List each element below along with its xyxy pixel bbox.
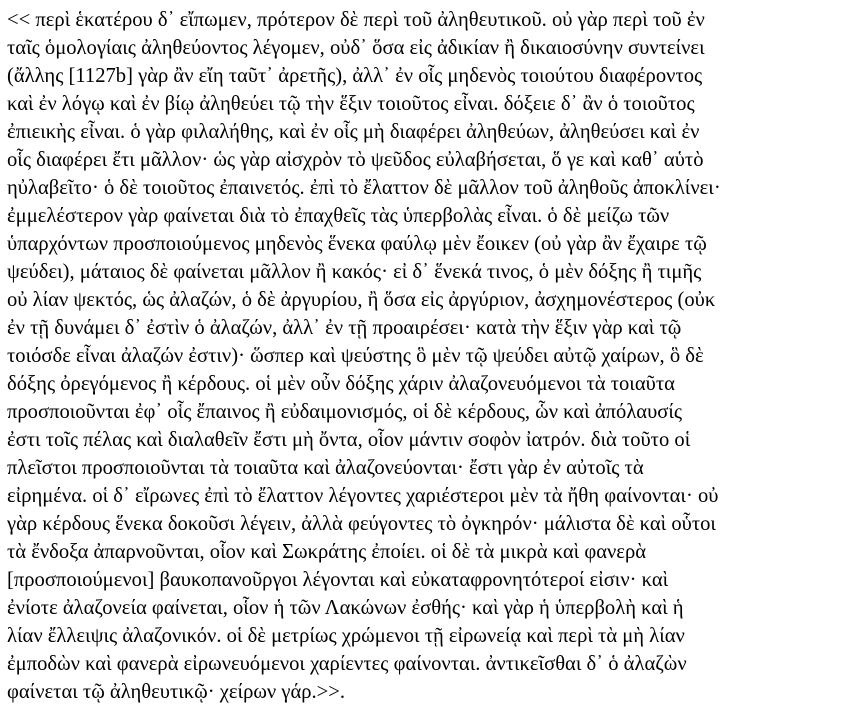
text-line-20: τὰ ἔνδοξα ἀπαρνοῦνται, οἷον καὶ Σωκράτης ἐποίει. οἱ δὲ τὰ μικρὰ καὶ φανερὰ (7, 541, 647, 563)
text-line-2: ταῖς ὁμολογίαις ἀληθεύοντος λέγομεν, οὐδ᾽ ὅσα εἰς ἀδικίαν ἢ δικαιοσύνην συντείνει (7, 37, 705, 59)
text-line-8: ἐμμελέστερον γὰρ φαίνεται διὰ τὸ ἐπαχθεῖς τὰς ὑπερβολὰς εἶναι. ὁ δὲ μείζω τῶν (7, 205, 670, 227)
text-line-23: λίαν ἔλλειψις ἀλαζονικόν. οἱ δὲ μετρίως χρώμενοι τῇ εἰρωνείᾳ καὶ περὶ τὰ μὴ λίαν (7, 625, 685, 647)
greek-text-passage (7, 6, 859, 706)
text-line-5: ἐπιεικὴς εἶναι. ὁ γὰρ φιλαλήθης, καὶ ἐν οἷς μὴ διαφέρει ἀληθεύων, ἀληθεύσει καὶ ἐν (7, 121, 700, 143)
text-line-13: τοιόσδε εἶναι ἀλαζών ἐστιν)· ὥσπερ καὶ ψεύστης ὃ μὲν τῷ ψεύδει αὐτῷ χαίρων, ὃ δὲ (7, 345, 704, 367)
text-line-1: << περὶ ἑκατέρου δ᾽ εἴπωμεν, πρότερον δὲ περὶ τοῦ ἀληθευτικοῦ. οὐ γὰρ περὶ τοῦ ἐν (7, 9, 705, 31)
text-line-19: γὰρ κέρδους ἕνεκα δοκοῦσι λέγειν, ἀλλὰ φεύγοντες τὸ ὀγκηρόν· μάλιστα δὲ καὶ οὗτοι (7, 513, 716, 535)
text-line-14: δόξης ὀρεγόμενος ἢ κέρδους. οἱ μὲν οὖν δόξης χάριν ἀλαζονευόμενοι τὰ τοιαῦτα (7, 373, 675, 395)
text-line-7: ηὐλαβεῖτο· ὁ δὲ τοιοῦτος ἐπαινετός. ἐπὶ τὸ ἔλαττον δὲ μᾶλλον τοῦ ἀληθοῦς ἀποκλίνει· (7, 177, 721, 199)
text-line-24: ἐμποδὼν καὶ φανερὰ εἰρωνευόμενοι χαρίεντες φαίνονται. ἀντικεῖσθαι δ᾽ ὁ ἀλαζὼν (7, 653, 687, 675)
text-line-18: εἰρημένα. οἱ δ᾽ εἴρωνες ἐπὶ τὸ ἔλαττον λέγοντες χαριέστεροι μὲν τὰ ἤθη φαίνονται· οὐ (7, 485, 719, 507)
text-line-11: οὐ λίαν ψεκτός, ὡς ἀλαζών, ὁ δὲ ἀργυρίου, ἢ ὅσα εἰς ἀργύριον, ἀσχημονέστερος (οὐκ (7, 289, 716, 311)
text-line-15: προσποιοῦνται ἐφ᾽ οἷς ἔπαινος ἢ εὐδαιμονισμός, οἱ δὲ κέρδους, ὧν καὶ ἀπόλαυσίς (7, 401, 683, 423)
text-line-9: ὑπαρχόντων προσποιούμενος μηδενὸς ἕνεκα φαύλῳ μὲν ἔοικεν (οὐ γὰρ ἂν ἔχαιρε τῷ (7, 233, 707, 255)
text-line-10: ψεύδει), μάταιος δὲ φαίνεται μᾶλλον ἢ κακός· εἰ δ᾽ ἕνεκά τινος, ὁ μὲν δόξης ἢ τιμῆς (7, 261, 702, 283)
text-line-22: ἐνίοτε ἀλαζονεία φαίνεται, οἷον ἡ τῶν Λακώνων ἐσθής· καὶ γὰρ ἡ ὑπερβολὴ καὶ ἡ (7, 597, 684, 619)
text-line-12: ἐν τῇ δυνάμει δ᾽ ἐστὶν ὁ ἀλαζών, ἀλλ᾽ ἐν τῇ προαιρέσει· κατὰ τὴν ἕξιν γὰρ καὶ τῷ (7, 317, 682, 339)
text-line-3: (ἄλλης [1127b] γὰρ ἂν εἴη ταῦτ᾽ ἀρετῆς), ἀλλ᾽ ἐν οἷς μηδενὸς τοιούτου διαφέροντος (7, 65, 703, 87)
text-line-17: πλεῖστοι προσποιοῦνται τὰ τοιαῦτα καὶ ἀλαζονεύονται· ἔστι γὰρ ἐν αὐτοῖς τὰ (7, 457, 644, 479)
text-line-6: οἷς διαφέρει ἔτι μᾶλλον· ὡς γὰρ αἰσχρὸν τὸ ψεῦδος εὐλαβήσεται, ὅ γε καὶ καθ᾽ αὑτὸ (7, 149, 704, 171)
text-line-16: ἐστι τοῖς πέλας καὶ διαλαθεῖν ἔστι μὴ ὄντα, οἷον μάντιν σοφὸν ἰατρόν. διὰ τοῦτο οἱ (7, 429, 691, 451)
text-line-25: φαίνεται τῷ ἀληθευτικῷ· χείρων γάρ.>>. (7, 681, 346, 703)
text-line-4: καὶ ἐν λόγῳ καὶ ἐν βίῳ ἀληθεύει τῷ τὴν ἕξιν τοιοῦτος εἶναι. δόξειε δ᾽ ἂν ὁ τοιοῦτος (7, 93, 695, 115)
text-line-21: [προσποιούμενοι] βαυκοπανοῦργοι λέγονται καὶ εὐκαταφρονητότεροί εἰσιν· καὶ (7, 569, 669, 591)
